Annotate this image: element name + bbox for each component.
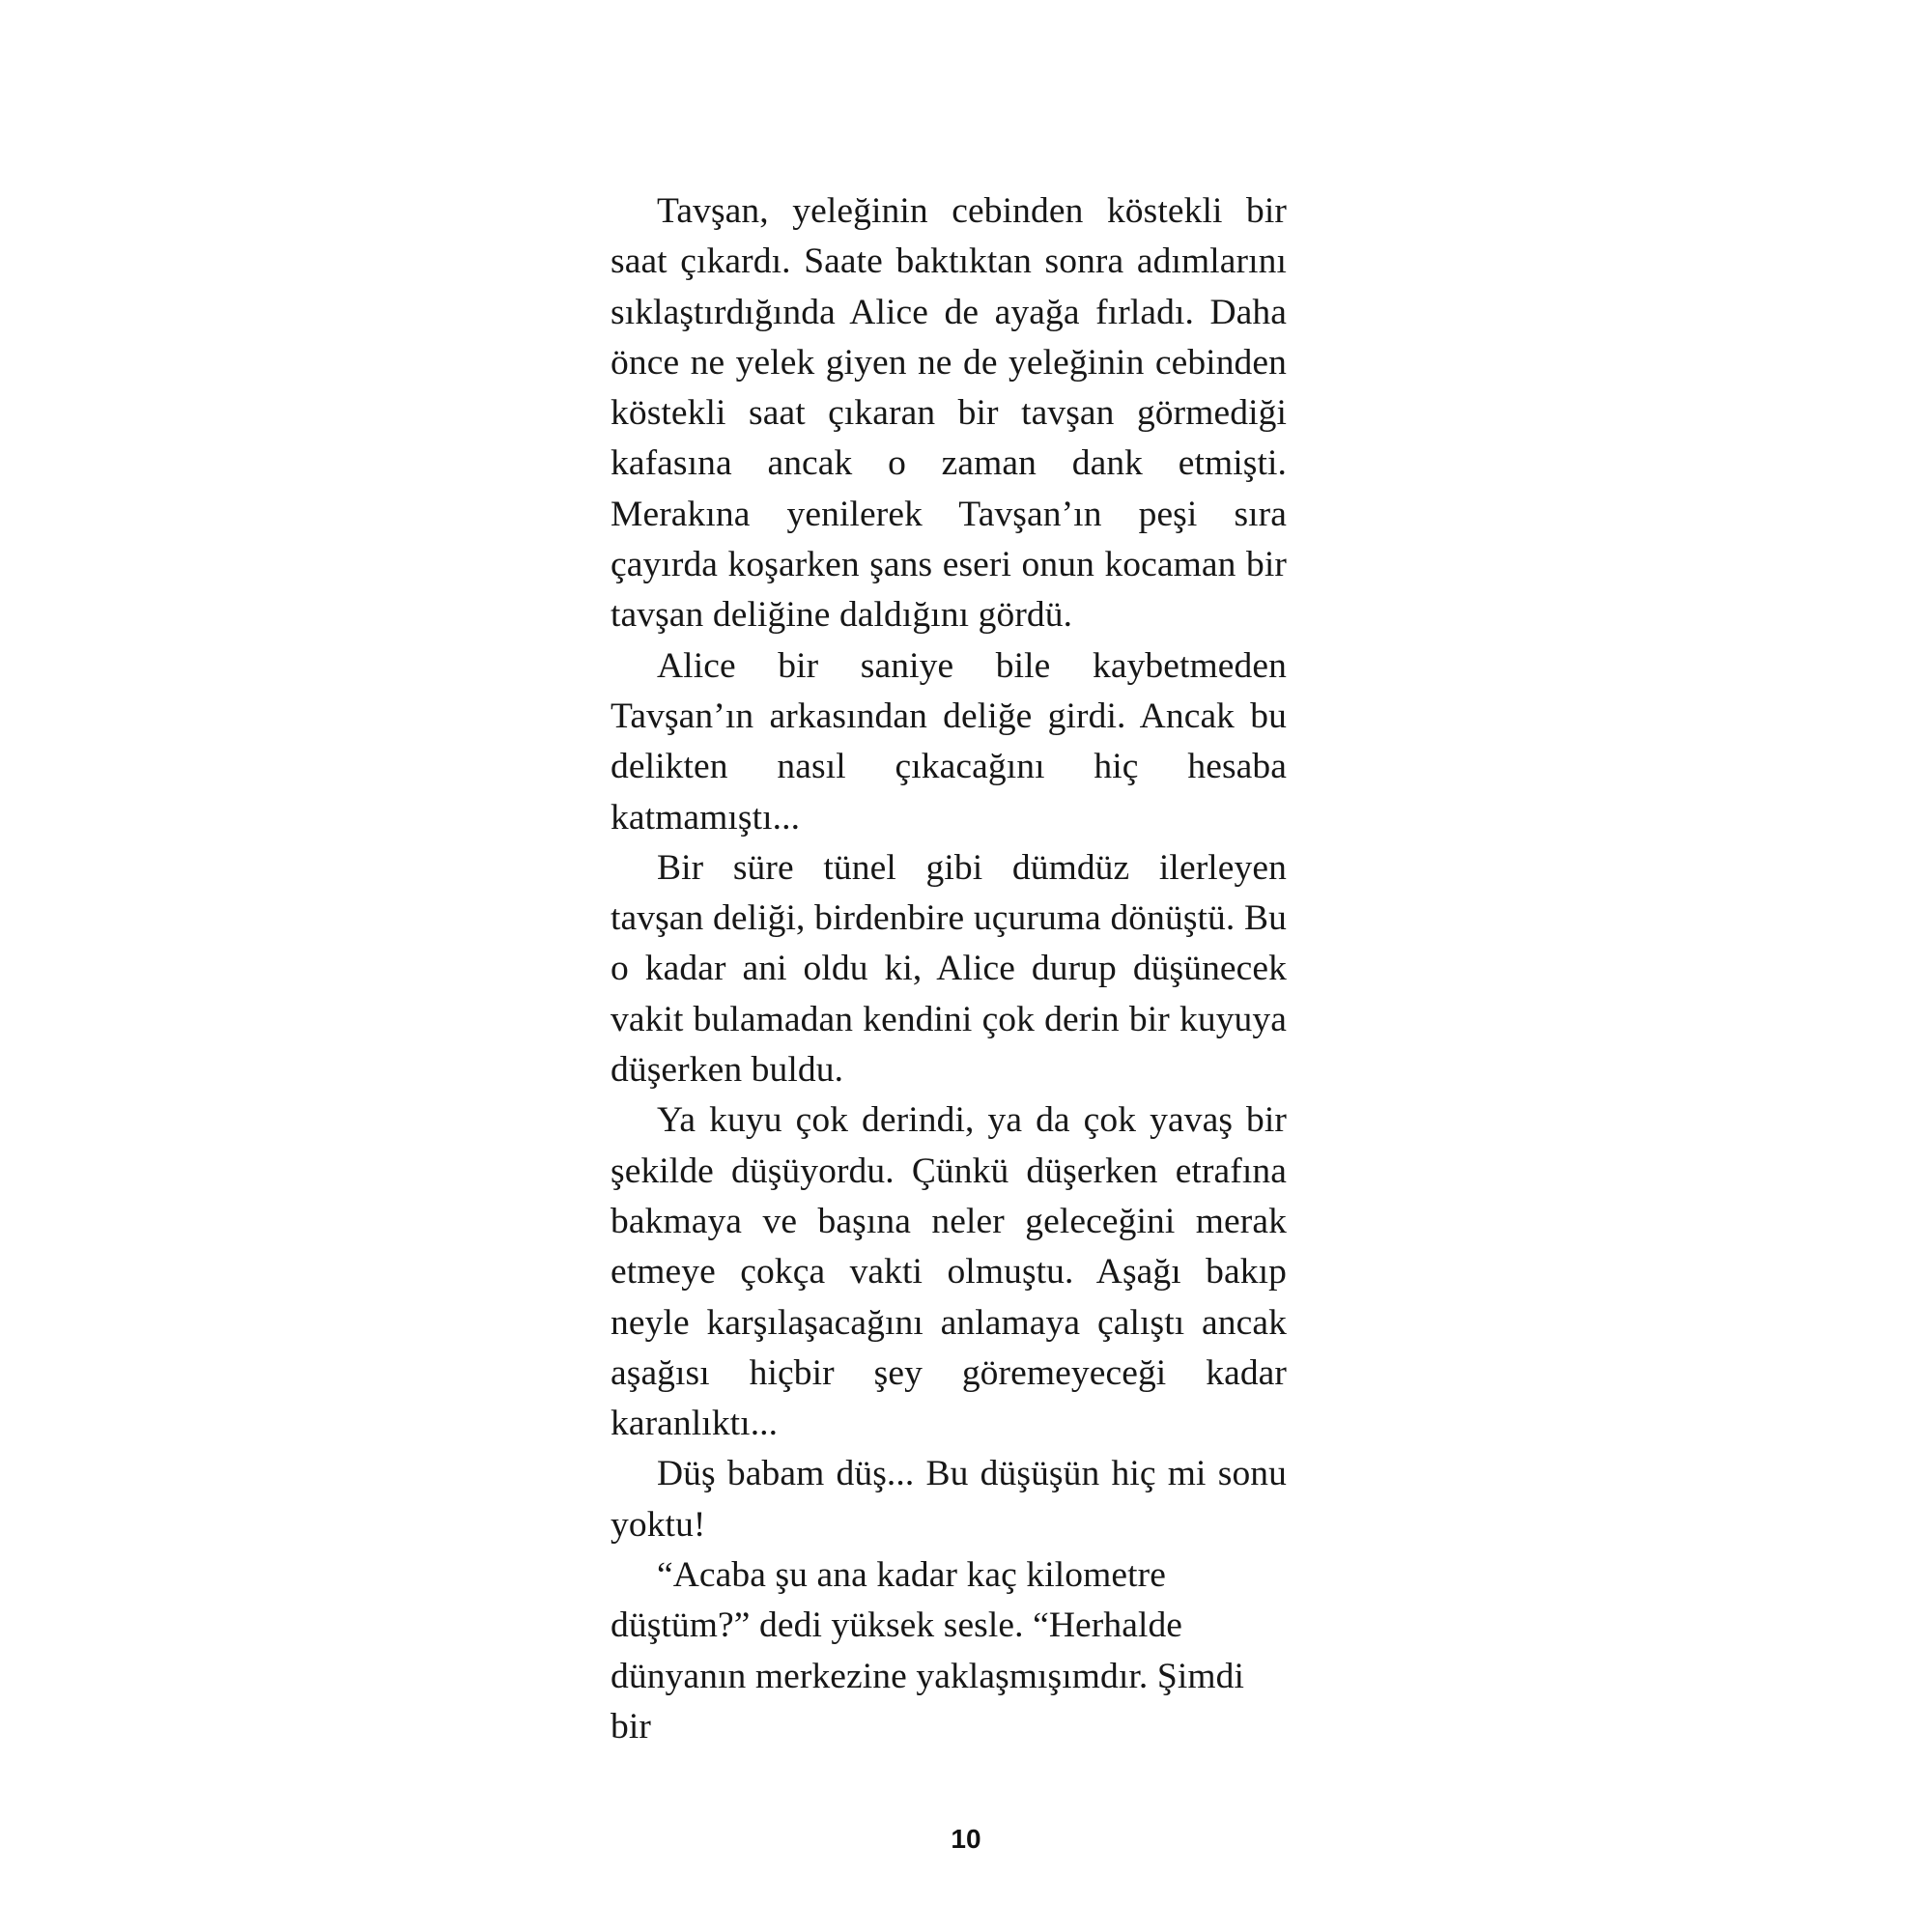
paragraph: Alice bir saniye bile kaybetmeden Tavşan’ın arkasından deliğe girdi. Ancak bu delikten nasıl çıkacağını hiç hesaba katmamıştı... (611, 645, 1287, 838)
paragraph: Düş babam düş... Bu düşüşün hiç mi sonu yoktu! (611, 1454, 1287, 1545)
body-text-column (611, 186, 1287, 1752)
paragraph: Ya kuyu çok derindi, ya da çok yavaş bir şekilde düşüyordu. Çünkü düşerken etrafına bakmaya ve başına neler geleceğini merak etmeye çokça vakti olmuştu. Aşağı bakıp neyle karşılaşacağını anlamaya çalıştı ancak aşağısı hiçbir şey göremeyeceği kadar karanlıktı... (611, 1100, 1287, 1444)
paragraph: Tavşan, yeleğinin cebinden köstekli bir saat çıkardı. Saate baktıktan sonra adımlarını sıklaştırdığında Alice de ayağa fırladı. Daha önce ne yelek giyen ne de yeleğinin cebinden köstekli saat çıkaran bir tavşan görmediği kafasına ancak o zaman dank etmişti. Merakına yenilerek Tavşan’ın peşi sıra çayırda koşarken şans eseri onun kocaman bir tavşan deliğine daldığını gördü. (611, 191, 1287, 636)
paragraph: “Acaba şu ana kadar kaç kilometre düştüm?” dedi yüksek sesle. “Herhalde dünyanın merkezine yaklaşmışımdır. Şimdi bir (611, 1555, 1244, 1747)
paragraph: Bir süre tünel gibi dümdüz ilerleyen tavşan deliği, birdenbire uçuruma dönüştü. Bu o kadar ani oldu ki, Alice durup düşünecek vakit bulamadan kendini çok derin bir kuyuya düşerken buldu. (611, 847, 1287, 1091)
page-number: 10 (951, 1824, 981, 1854)
